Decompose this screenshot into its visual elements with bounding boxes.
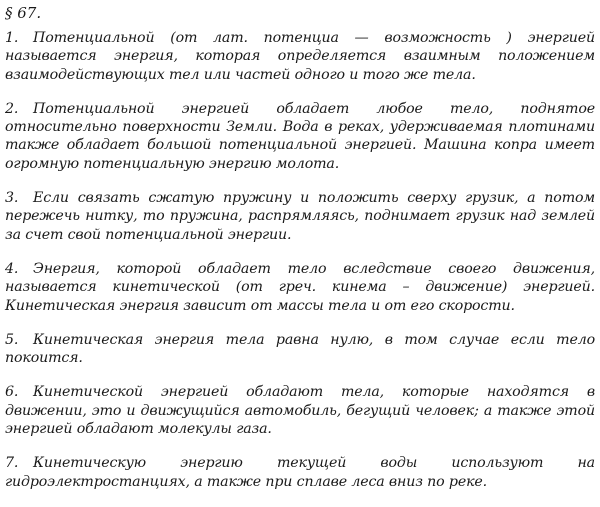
- paragraph-number: 3.: [5, 190, 19, 207]
- paragraph-text: Если связать сжатую пружину и положить сверху грузик, а потом пережечь нитку, то пружина, распрямляясь, поднимает грузик над землей за счет свой потенциальной энергии.: [5, 190, 595, 243]
- paragraph-number: 1.: [5, 30, 19, 46]
- document-page: [5, 0, 595, 507]
- section-heading: § 67.: [5, 4, 42, 22]
- paragraph-7: [5, 454, 595, 491]
- paragraph-number: 7.: [5, 455, 19, 472]
- paragraph-text: Кинетической энергией обладают тела, которые находятся в движении, это и движущийся автомобиль, бегущий человек; а также этой энергией обладают молекулы газа.: [5, 384, 595, 438]
- paragraph-number: 5.: [5, 331, 19, 348]
- paragraph-text: Потенциальной энергией обладает любое тело, поднятое относительно поверхности Земли. Вода в реках, удерживаемая плотинами также обладает большой потенциальной энергией. Машина копра имеет огромную потенциальную энергию молота.: [5, 100, 595, 172]
- paragraph-6: [5, 383, 595, 438]
- paragraph-text: Энергия, которой обладает тело вследствие своего движения, называется кинетической (от греч. кинема – движение) энергией. Кинетическая энергия зависит от массы тела и от его скорости.: [5, 260, 595, 314]
- paragraph-number: 4.: [5, 260, 19, 277]
- paragraph-number: 2.: [5, 100, 19, 117]
- paragraph-5: [5, 331, 595, 368]
- paragraph-2: [5, 100, 595, 173]
- paragraph-number: 6.: [5, 384, 19, 401]
- paragraph-text: Потенциальной (от лат. потенциа — возможность ) энергией называется энергия, которая определяется взаимным положением взаимодействующих тел или частей одного и того же тела.: [5, 30, 595, 83]
- paragraph-1: [5, 29, 595, 84]
- paragraph-text: Кинетическая энергия тела равна нулю, в том случае если тело покоится.: [5, 331, 595, 367]
- paragraph-4: [5, 260, 595, 315]
- paragraph-3: [5, 189, 595, 244]
- paragraph-text: Кинетическую энергию текущей воды используют на гидроэлектростанциях, а также при сплаве леса вниз по реке.: [5, 455, 595, 490]
